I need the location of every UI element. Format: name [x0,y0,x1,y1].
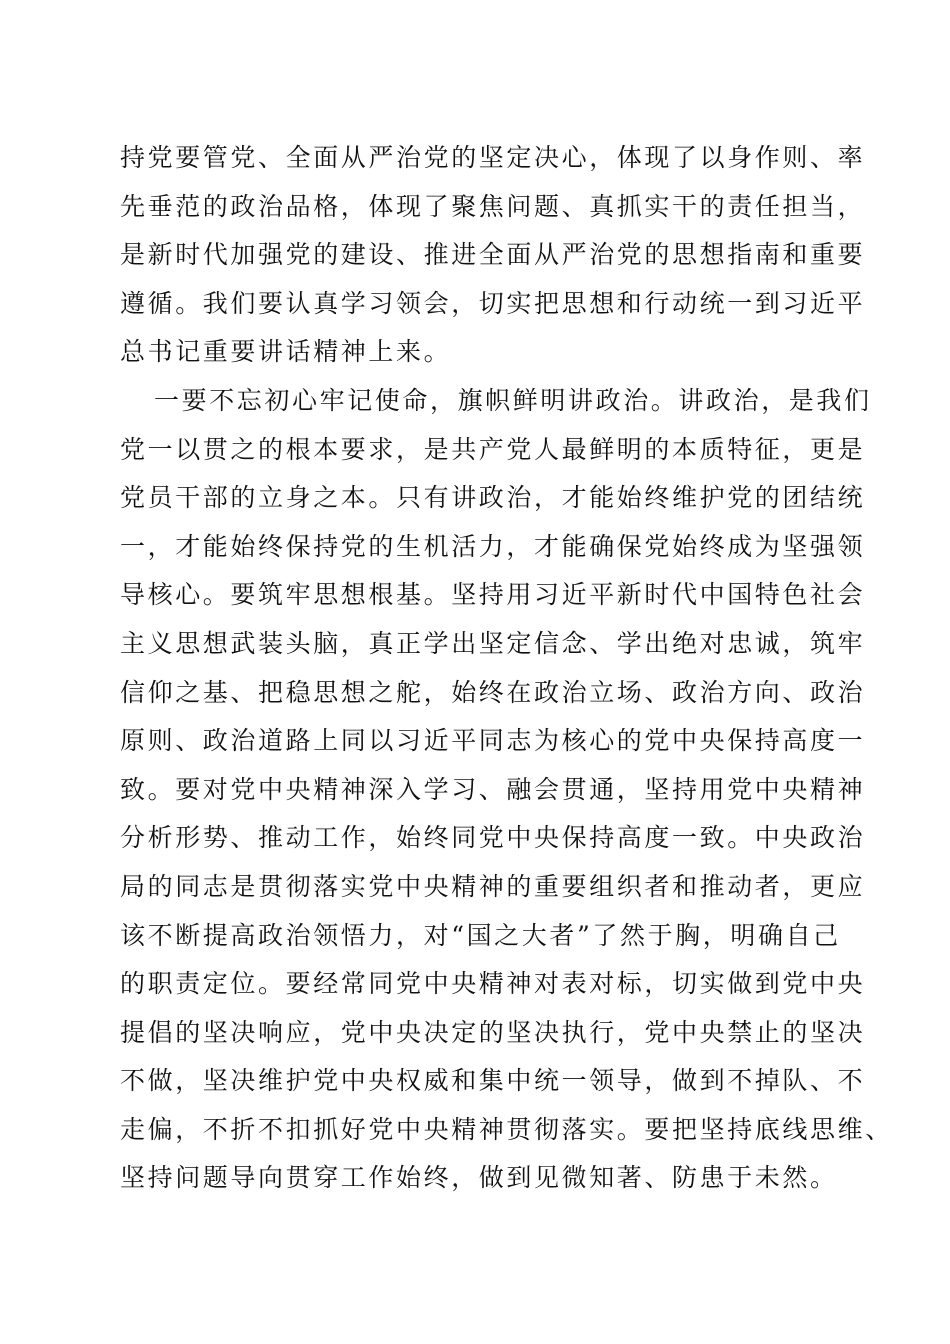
text-line: 主义思想武装头脑，真正学出坚定信念、学出绝对忠诚，筑牢 [120,628,866,658]
document-body [120,134,893,1203]
text-line: 遵循。我们要认真学习领会，切实把思想和行动统一到习近平 [120,288,866,318]
text-line: 坚持问题导向贯穿工作始终，做到见微知著、防患于未然。 [120,1163,838,1193]
text-line: 是新时代加强党的建设、推进全面从严治党的思想指南和重要 [120,240,866,270]
text-line: 不做，坚决维护党中央权威和集中统一领导，做到不掉队、不 [120,1066,866,1096]
text-line: 提倡的坚决响应，党中央决定的坚决执行，党中央禁止的坚决 [120,1017,866,1047]
text-line: 走偏，不折不扣抓好党中央精神贯彻落实。要把坚持底线思维、 [120,1114,893,1144]
text-line: 信仰之基、把稳思想之舵，始终在政治立场、政治方向、政治 [120,677,866,707]
text-line: 党员干部的立身之本。只有讲政治，才能始终维护党的团结统 [120,483,866,513]
text-line: 致。要对党中央精神深入学习、融会贯通，坚持用党中央精神 [120,774,866,804]
text-line: 原则、政治道路上同以习近平同志为核心的党中央保持高度一 [120,726,866,756]
text-line: 先垂范的政治品格，体现了聚焦问题、真抓实干的责任担当， [120,191,866,221]
text-line-indented: 一要不忘初心牢记使命，旗帜鲜明讲政治。讲政治，是我们 [154,385,872,415]
text-line: 局的同志是贯彻落实党中央精神的重要组织者和推动者，更应 [120,871,866,901]
text-line: 总书记重要讲话精神上来。 [120,337,452,367]
text-line: 的职责定位。要经常同党中央精神对表对标，切实做到党中央 [120,969,866,999]
text-line: 该不断提高政治领悟力，对“国之大者”了然于胸，明确自己 [120,920,841,950]
text-line: 一，才能始终保持党的生机活力，才能确保党始终成为坚强领 [120,531,866,561]
text-line: 导核心。要筑牢思想根基。坚持用习近平新时代中国特色社会 [120,580,866,610]
text-line: 分析形势、推动工作，始终同党中央保持高度一致。中央政治 [120,823,866,853]
text-line: 持党要管党、全面从严治党的坚定决心，体现了以身作则、率 [120,143,866,172]
text-line: 党一以贯之的根本要求，是共产党人最鲜明的本质特征，更是 [120,434,866,464]
paragraph-continued [120,134,866,377]
paragraph-political-stance [120,377,893,1203]
